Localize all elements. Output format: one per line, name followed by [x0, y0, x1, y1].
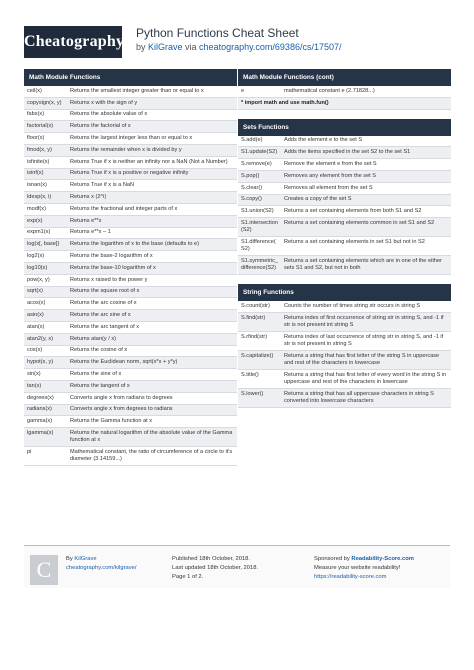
function-name: sin(x): [24, 369, 67, 381]
footer-dates: [172, 555, 258, 582]
function-name: isnan(x): [24, 180, 67, 192]
function-name: tan(x): [24, 380, 67, 392]
byline: [136, 42, 341, 52]
function-description: Converts angle x from radians to degrees: [67, 392, 237, 404]
strings-table: [238, 301, 451, 408]
function-name: S.title(): [238, 369, 281, 388]
page-number: Page 1 of 2.: [172, 574, 204, 580]
table-row: [238, 159, 451, 171]
function-name: ceil(x): [24, 86, 67, 97]
section-title: Math Module Functions: [24, 69, 237, 86]
function-description: Returns a set containing elements which are in one of the either sets S1 and S2, but not in both: [281, 256, 451, 275]
function-description: Returns x raised to the power y: [67, 274, 237, 286]
table-row: [24, 133, 237, 145]
table-row: [24, 404, 237, 416]
table-row: [24, 192, 237, 204]
function-description: Returns a set containing elements in set S1 but not in S2: [281, 237, 451, 256]
function-description: Returns a string that has first letter of every word in the string S in uppercase and rest of the characters in lowercase: [281, 369, 451, 388]
function-name: pow(x, y): [24, 274, 67, 286]
table-row: [238, 301, 451, 312]
function-description: Adds the items specified in the set S2 to the set S1: [281, 147, 451, 159]
table-row: [238, 194, 451, 206]
function-name: fmod(x, y): [24, 144, 67, 156]
function-name: atan(x): [24, 321, 67, 333]
table-row: [24, 333, 237, 345]
function-name: degrees(x): [24, 392, 67, 404]
function-description: Returns e**x: [67, 215, 237, 227]
sponsor-tagline: Measure your website readability!: [314, 565, 401, 571]
function-description: Returns x with the sign of y: [67, 97, 237, 109]
function-description: Returns index of first occurrence of string str in string S, and -1 if str is not present int string S: [281, 312, 451, 331]
function-description: Returns the fractional and integer parts of x: [67, 203, 237, 215]
function-description: Returns the natural logarithm of the absolute value of the Gamma function at x: [67, 428, 237, 447]
function-description: Counts the number of times string str occurs in string S: [281, 301, 451, 312]
function-name: S1.update(S2): [238, 147, 281, 159]
footer-author-url[interactable]: cheatography.com/kilgrave/: [66, 565, 137, 571]
math-cont-table: [238, 86, 451, 110]
function-description: mathematical constant e (2.71828...): [281, 86, 451, 97]
table-row: [238, 388, 451, 407]
table-row: [24, 86, 237, 97]
function-name: isinf(x): [24, 168, 67, 180]
function-description: Returns the sine of x: [67, 369, 237, 381]
sponsor-prefix: Sponsored by: [314, 556, 352, 562]
table-row: [24, 97, 237, 109]
table-row: [24, 274, 237, 286]
table-row: [238, 218, 451, 237]
function-name: floor(x): [24, 133, 67, 145]
table-row: [238, 206, 451, 218]
function-name: log10(x): [24, 262, 67, 274]
function-description: Returns the arc cosine of x: [67, 298, 237, 310]
function-name: sqrt(x): [24, 286, 67, 298]
right-column: [238, 69, 451, 417]
function-description: Returns the arc sine of x: [67, 310, 237, 322]
function-name: radians(x): [24, 404, 67, 416]
function-description: Mathematical constant, the ratio of circumference of a circle to it's diameter (3.14159...): [67, 447, 237, 466]
function-name: S.lower(): [238, 388, 281, 407]
byline-by: by: [136, 42, 149, 52]
table-row: [238, 331, 451, 350]
footer-sponsor: [314, 555, 414, 582]
function-name: exp(x): [24, 215, 67, 227]
table-row: [24, 416, 237, 428]
table-row: [238, 237, 451, 256]
table-row: [24, 168, 237, 180]
function-name: copysign(x, y): [24, 97, 67, 109]
table-row: [238, 256, 451, 275]
footer-author-link[interactable]: KilGrave: [74, 556, 97, 562]
function-name: cos(x): [24, 345, 67, 357]
function-name: log(x[, base]): [24, 239, 67, 251]
function-description: Returns a set containing elements common in set S1 and S2: [281, 218, 451, 237]
math-table: [24, 86, 237, 466]
function-name: S.find(str): [238, 312, 281, 331]
function-description: Returns the base-2 logarithm of x: [67, 251, 237, 263]
function-description: Returns the largest integer less than or equal to x: [67, 133, 237, 145]
function-name: factorial(x): [24, 121, 67, 133]
footer-author: [66, 555, 136, 573]
function-description: Removes any element from the set S: [281, 170, 451, 182]
cheatography-logo[interactable]: Cheatography: [24, 26, 122, 58]
function-name: fabs(x): [24, 109, 67, 121]
function-name: asin(x): [24, 310, 67, 322]
table-row: [238, 97, 451, 109]
section-title: Math Module Functions (cont): [238, 69, 451, 86]
function-name: e: [238, 86, 281, 97]
published-date: Published 18th October, 2018.: [172, 556, 250, 562]
table-row: [24, 447, 237, 466]
function-description: Returns the logarithm of x to the base (defaults to e): [67, 239, 237, 251]
table-row: [238, 312, 451, 331]
table-row: [24, 239, 237, 251]
function-description: Returns x (2^i): [67, 192, 237, 204]
table-row: [24, 121, 237, 133]
import-note: * import math and use math.fun(): [238, 97, 451, 109]
function-name: isfinite(x): [24, 156, 67, 168]
function-description: Creates a copy of the set S: [281, 194, 451, 206]
function-name: S1.union(S2): [238, 206, 281, 218]
table-row: [24, 298, 237, 310]
function-description: Returns index of last occurrence of string str in string S, and -1 if str is not present in string S: [281, 331, 451, 350]
table-row: [238, 136, 451, 147]
function-description: Remove the element e from the set S: [281, 159, 451, 171]
function-description: Returns e**x – 1: [67, 227, 237, 239]
table-row: [238, 182, 451, 194]
function-name: S.remove(e): [238, 159, 281, 171]
function-description: Adds the element e to the set S: [281, 136, 451, 147]
table-row: [24, 262, 237, 274]
function-description: Returns the square root of x: [67, 286, 237, 298]
function-description: Returns True if x is neither an infinity nor a NaN (Not a Number): [67, 156, 237, 168]
function-name: S.rfind(str): [238, 331, 281, 350]
function-description: Converts angle x from degrees to radians: [67, 404, 237, 416]
function-description: Returns the arc tangent of x: [67, 321, 237, 333]
function-name: S1.difference(S2): [238, 237, 281, 256]
function-name: atan2(y, x): [24, 333, 67, 345]
left-column: [24, 69, 237, 475]
function-description: Returns the Euclidean norm, sqrt(x*x + y*y): [67, 357, 237, 369]
table-row: [24, 180, 237, 192]
function-description: Returns True if x is a NaN: [67, 180, 237, 192]
table-row: [24, 345, 237, 357]
function-name: S.pop(): [238, 170, 281, 182]
sets-section: [238, 119, 451, 276]
table-row: [24, 286, 237, 298]
function-description: Returns the cosine of x: [67, 345, 237, 357]
function-description: Returns the smallest integer greater than or equal to x: [67, 86, 237, 97]
function-name: gamma(x): [24, 416, 67, 428]
section-title: String Functions: [238, 284, 451, 301]
function-description: Removes all element from the set S: [281, 182, 451, 194]
function-description: Returns a string that has all uppercase characters in string S converted into lowercase characters: [281, 388, 451, 407]
function-description: Returns True if x is a positive or negative infinity: [67, 168, 237, 180]
table-row: [24, 428, 237, 447]
author-link[interactable]: KilGrave: [148, 42, 183, 52]
function-name: expm1(x): [24, 227, 67, 239]
table-row: [24, 109, 237, 121]
function-description: Returns the base-10 logarithm of x: [67, 262, 237, 274]
function-name: S.clear(): [238, 182, 281, 194]
strings-section: [238, 284, 451, 408]
function-description: Returns the factorial of x: [67, 121, 237, 133]
page-title: Python Functions Cheat Sheet: [136, 26, 299, 40]
sheet-url-link[interactable]: cheatography.com/69386/cs/17507/: [199, 42, 342, 52]
table-row: [24, 392, 237, 404]
function-description: Returns a set containing elements from both S1 and S2: [281, 206, 451, 218]
table-row: [238, 170, 451, 182]
author-avatar: C: [30, 555, 58, 585]
byline-via: via: [182, 42, 200, 52]
table-row: [24, 156, 237, 168]
function-name: S1.intersection(S2): [238, 218, 281, 237]
table-row: [24, 144, 237, 156]
table-row: [24, 357, 237, 369]
function-description: Returns a string that has first letter of the string S in uppercase and rest of the characters in lowercase: [281, 350, 451, 369]
table-row: [24, 215, 237, 227]
updated-date: Last updated 18th October, 2018.: [172, 565, 259, 571]
function-name: S.count(str): [238, 301, 281, 312]
function-name: modf(x): [24, 203, 67, 215]
table-row: [24, 227, 237, 239]
sponsor-link[interactable]: Readability-Score.com: [351, 556, 414, 562]
function-name: S1.symmetric_difference(S2): [238, 256, 281, 275]
table-row: [238, 147, 451, 159]
sponsor-url[interactable]: https://readability-score.com: [314, 574, 387, 580]
sets-table: [238, 136, 451, 276]
math-cont-section: [238, 69, 451, 110]
table-row: [238, 369, 451, 388]
table-row: [24, 369, 237, 381]
function-name: S.add(e): [238, 136, 281, 147]
function-description: Returns the Gamma function at x: [67, 416, 237, 428]
function-name: acos(x): [24, 298, 67, 310]
function-description: Returns the absolute value of x: [67, 109, 237, 121]
section-title: Sets Functions: [238, 119, 451, 136]
table-row: [24, 310, 237, 322]
table-row: [24, 203, 237, 215]
table-row: [238, 350, 451, 369]
function-name: S.copy(): [238, 194, 281, 206]
function-name: log2(x): [24, 251, 67, 263]
table-row: [24, 251, 237, 263]
function-description: Returns the tangent of x: [67, 380, 237, 392]
function-description: Returns atan(y / x): [67, 333, 237, 345]
footer-by: By: [66, 556, 75, 562]
footer: [24, 545, 450, 588]
table-row: [238, 86, 451, 97]
function-name: hypot(x, y): [24, 357, 67, 369]
function-description: Returns the remainder when x is divided by y: [67, 144, 237, 156]
table-row: [24, 380, 237, 392]
table-row: [24, 321, 237, 333]
function-name: ldexp(x, i): [24, 192, 67, 204]
function-name: lgamma(x): [24, 428, 67, 447]
function-name: pi: [24, 447, 67, 466]
function-name: S.capitalize(): [238, 350, 281, 369]
math-section: [24, 69, 237, 466]
